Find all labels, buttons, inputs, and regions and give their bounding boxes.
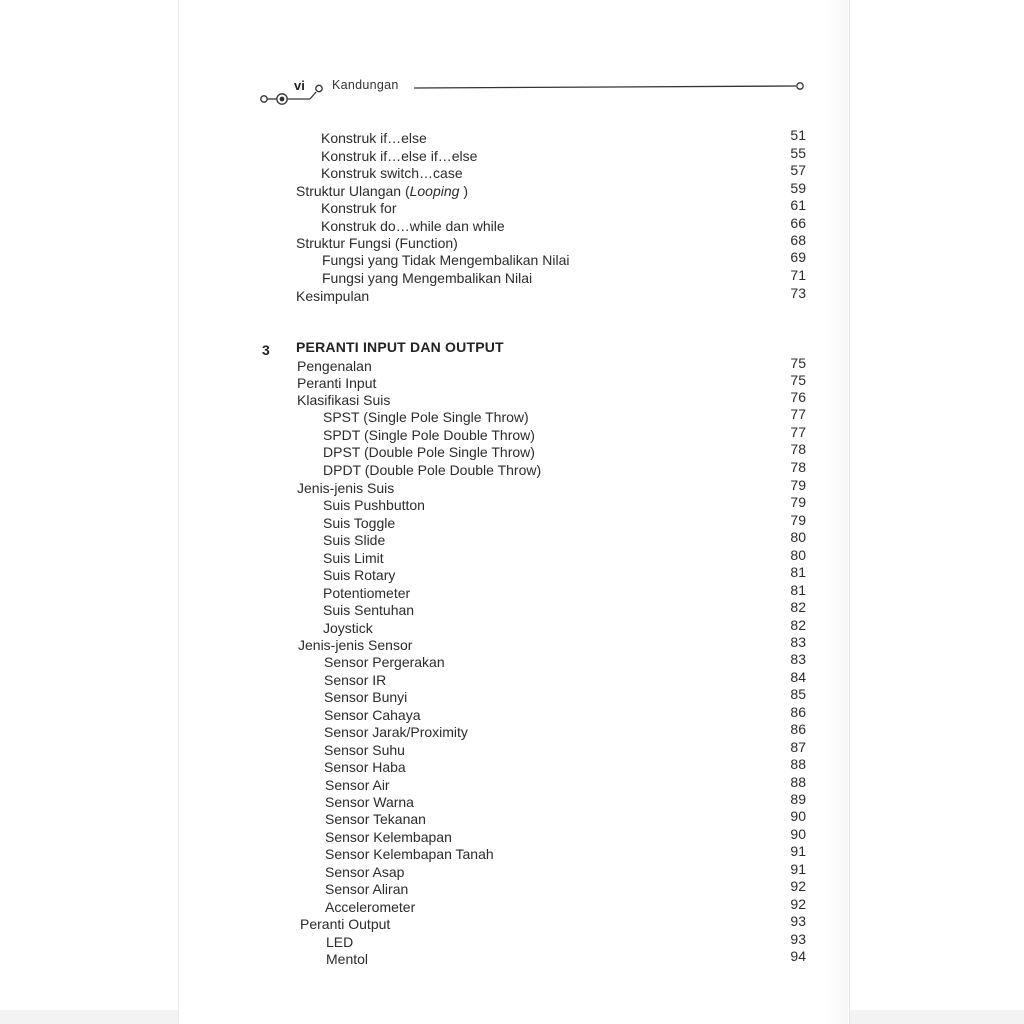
toc-page-number: 78: [790, 459, 806, 475]
toc-entry: Sensor Pergerakan: [324, 654, 445, 670]
toc-entry: Pengenalan: [297, 358, 372, 374]
toc-entry: SPDT (Single Pole Double Throw): [323, 427, 535, 443]
toc-page-number: 86: [790, 704, 806, 720]
toc-page-number: 75: [790, 372, 806, 388]
toc-page-number: 59: [790, 180, 806, 196]
toc-page-number: 90: [790, 808, 806, 824]
toc-entry: Fungsi yang Tidak Mengembalikan Nilai: [322, 252, 570, 268]
toc-page-number: 55: [790, 145, 806, 161]
running-title: Kandungan: [332, 78, 399, 92]
toc-entry: Kesimpulan: [296, 288, 370, 304]
toc-page-number: 87: [790, 739, 806, 755]
toc-page-number: 82: [790, 617, 806, 633]
toc-entry: Suis Limit: [323, 550, 384, 566]
toc-entry: Sensor Bunyi: [324, 689, 408, 705]
toc-page-number: 92: [790, 878, 806, 894]
toc-entry: Sensor Tekanan: [325, 811, 426, 827]
toc-page-number: 93: [790, 931, 806, 947]
toc-entry: Accelerometer: [325, 899, 416, 915]
toc-entry: [296, 183, 468, 199]
toc-page-number: 84: [790, 669, 806, 685]
toc-page-number: 69: [790, 249, 806, 265]
toc-entry: SPST (Single Pole Single Throw): [323, 409, 529, 425]
toc-page-number: 91: [790, 861, 806, 877]
toc-entry: Jenis-jenis Suis: [297, 480, 395, 496]
toc-page-number: 82: [790, 599, 806, 615]
toc-entry: Suis Rotary: [323, 567, 396, 583]
toc-page-number: 61: [790, 197, 806, 213]
toc-page-number: 81: [790, 564, 806, 580]
toc-page-number: 91: [790, 843, 806, 859]
toc-entry: Peranti Input: [297, 375, 377, 391]
toc-page-number: 75: [790, 355, 806, 371]
toc-page-number: 51: [790, 127, 806, 143]
toc-page-number: 73: [790, 285, 806, 301]
toc-entry: Fungsi yang Mengembalikan Nilai: [322, 270, 533, 286]
toc-page-number: 77: [790, 424, 806, 440]
toc-page-number: 66: [790, 215, 806, 231]
toc-page-number: 83: [790, 651, 806, 667]
toc-page-number: 90: [790, 826, 806, 842]
toc-entry: Sensor Air: [325, 777, 390, 793]
toc-entry: Konstruk do…while dan while: [321, 218, 505, 234]
toc-entry-italic: Looping: [409, 183, 460, 199]
toc-page-number: 94: [790, 948, 806, 964]
book-page: [178, 0, 850, 1024]
toc-page-number: 88: [790, 756, 806, 772]
toc-page-number: 57: [790, 162, 806, 178]
toc-page-number: 81: [790, 582, 806, 598]
toc-entry: Sensor Warna: [325, 794, 414, 810]
toc-entry: Mentol: [326, 951, 369, 967]
toc-entry-text-after: ): [459, 183, 468, 199]
toc-page-number: 68: [790, 232, 806, 248]
toc-entry: Jenis-jenis Sensor: [298, 637, 413, 653]
toc-entry: Konstruk switch…case: [321, 165, 463, 181]
page-number: vi: [294, 78, 305, 93]
toc-entry: Suis Toggle: [323, 515, 396, 531]
toc-page-number: 76: [790, 389, 806, 405]
toc-page-number: 79: [790, 512, 806, 528]
toc-entry: Konstruk if…else if…else: [321, 148, 478, 164]
toc-entry: Suis Sentuhan: [323, 602, 415, 618]
running-header: [258, 72, 808, 108]
chapter-number: 3: [262, 342, 270, 358]
toc-entry: Sensor Aliran: [325, 881, 409, 897]
toc-entry: Konstruk if…else: [321, 130, 427, 146]
toc-entry: Sensor Haba: [324, 759, 406, 775]
toc-entry: Klasifikasi Suis: [297, 392, 391, 408]
toc-entry: Suis Slide: [323, 532, 386, 548]
toc-page-number: 86: [790, 721, 806, 737]
toc-entry: Sensor Kelembapan Tanah: [325, 846, 494, 862]
toc-page-number: 79: [790, 494, 806, 510]
toc-entry: Peranti Output: [300, 916, 391, 932]
page-edge-shadow: [826, 0, 848, 1024]
toc-page-number: 78: [790, 441, 806, 457]
toc-page-number: 79: [790, 477, 806, 493]
toc-page-number: 89: [790, 791, 806, 807]
chapter-heading: PERANTI INPUT DAN OUTPUT: [296, 339, 504, 355]
toc-page-number: 80: [790, 529, 806, 545]
toc-entry: Sensor Jarak/Proximity: [324, 724, 468, 740]
toc-page-number: 71: [790, 267, 806, 283]
toc-page-number: 80: [790, 547, 806, 563]
toc-entry: DPDT (Double Pole Double Throw): [323, 462, 542, 478]
toc-entry: Joystick: [323, 620, 373, 636]
toc-page-number: 93: [790, 913, 806, 929]
toc-entry: Sensor IR: [324, 672, 387, 688]
toc-page-number: 92: [790, 896, 806, 912]
toc-entry: Sensor Kelembapan: [325, 829, 452, 845]
toc-entry-text: Struktur Ulangan (: [296, 183, 410, 199]
toc-entry: DPST (Double Pole Single Throw): [323, 444, 535, 460]
toc-page-number: 77: [790, 406, 806, 422]
toc-entry: Konstruk for: [321, 200, 397, 216]
toc-page-number: 83: [790, 634, 806, 650]
toc-entry: Struktur Fungsi (Function): [296, 235, 458, 251]
toc-entry: LED: [326, 934, 354, 950]
toc-entry: Suis Pushbutton: [323, 497, 425, 513]
toc-entry: Sensor Suhu: [324, 742, 405, 758]
toc-page-number: 85: [790, 686, 806, 702]
toc-entry: Sensor Asap: [325, 864, 405, 880]
toc-page-number: 88: [790, 774, 806, 790]
toc-entry: Sensor Cahaya: [324, 707, 421, 723]
toc-entry: Potentiometer: [323, 585, 411, 601]
